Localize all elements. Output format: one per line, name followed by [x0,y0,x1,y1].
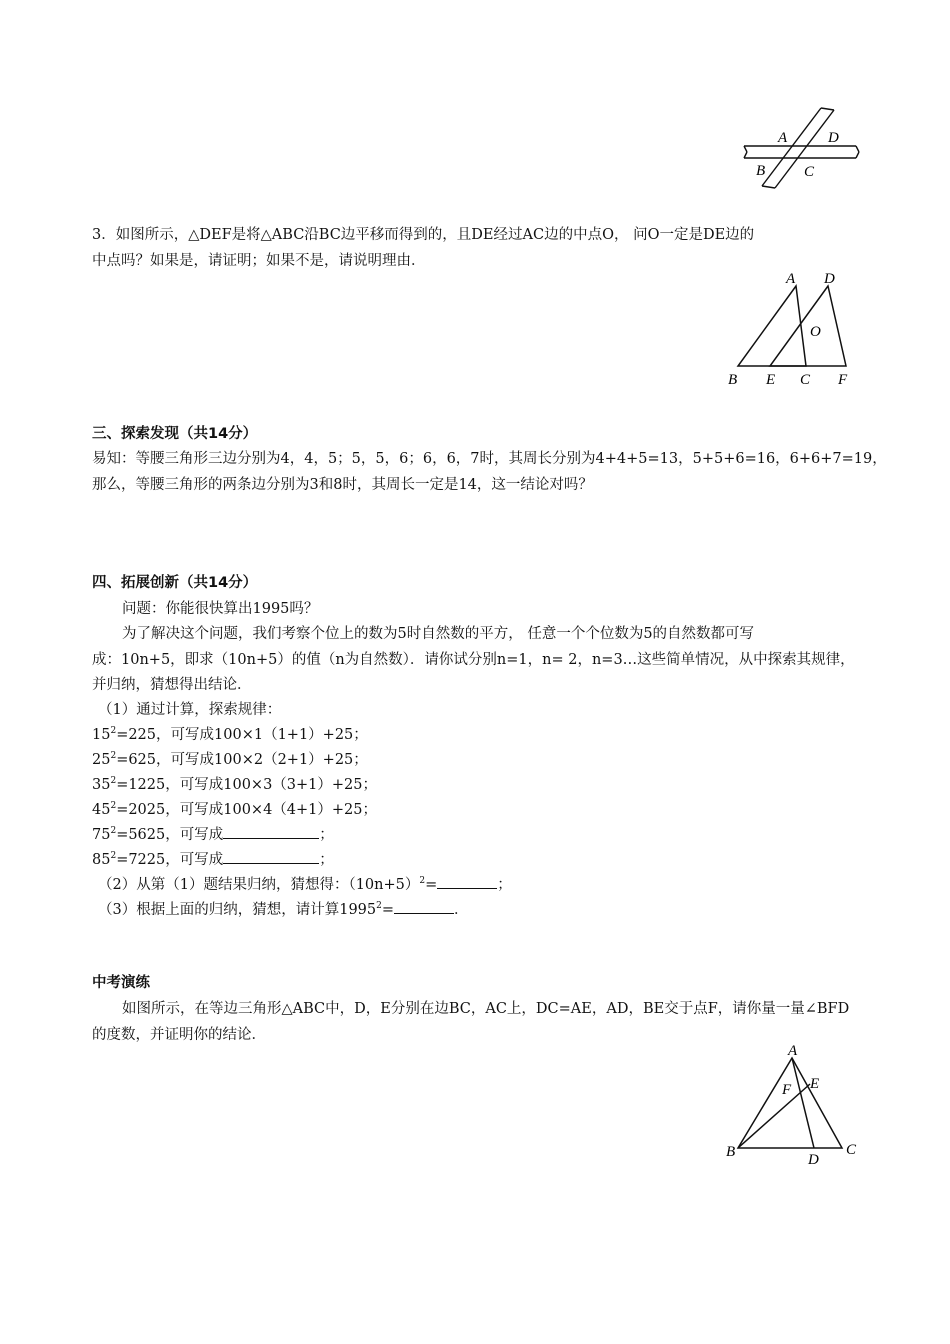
answer-blank-75[interactable] [223,822,319,839]
answer-blank-85[interactable] [223,847,319,864]
fig2-label-f: F [838,372,848,388]
fig3-label-a: A [788,1043,798,1059]
square-row-75: $75^2=5625$，可写成 ； [92,822,862,848]
fig2-label-b: B [728,372,738,388]
exam-title: 中考演练 [92,975,150,991]
fig2-label-o: O [810,324,821,340]
fig3-label-e: E [810,1076,820,1092]
section4-step3: （3）根据上面的归纳，猜想，请计算$1995^2=$ ． [98,897,868,923]
square-row-85: $85^2=7225$，可写成 ； [92,847,862,873]
q3-line2: 中点吗？如果是，请证明；如果不是，请说明理由． [92,253,426,269]
answer-blank-step2[interactable] [437,872,497,889]
fig2-label-e: E [766,372,776,388]
square-row-15: $15^2=225$，可写成100×1（1+1）+25； [92,726,368,743]
section4-title: 四、拓展创新（共14分） [92,575,258,591]
exam-line1: 如图所示，在等边三角形△ABC中，D，E分别在边BC，AC上，DC=AE，AD，BE交于点F，请你量一量∠BFD [122,1001,850,1017]
section3-line1: 易知：等腰三角形三边分别为4，4，5；5，5，6；6，6，7时，其周长分别为4+4+5=13，5+5+6=16，6+6+7=19， [92,451,887,467]
figure-equilateral-triangle [722,1040,872,1170]
fig3-label-b: B [726,1144,736,1160]
fig2-label-c: C [800,372,811,388]
section4-para-line1: 为了解决这个问题，我们考察个位上的数为5时自然数的平方， 任意一个个位数为5的自然数都可写 [122,626,755,642]
fig1-label-a: A [778,130,788,146]
figure-parallel-strips [738,100,868,190]
section4-step1: （1）通过计算，探索规律： [98,702,282,718]
figure-translated-triangles [722,266,862,390]
square-row-35: $35^2=1225$，可写成100×3（3+1）+25； [92,776,377,793]
fig3-label-d: D [808,1152,819,1168]
q3-line1: 3．如图所示，△DEF是将△ABC沿BC边平移而得到的，且DE经过AC边的中点O， 问O一定是DE边的 [92,227,755,243]
fig1-label-b: B [756,163,766,179]
section4-step2: （2）从第（1）题结果归纳，猜想得：$(10n+5)^2=$ ； [98,872,868,898]
section4-para-line3: 并归纳，猜想得出结论． [92,677,252,693]
fig3-label-f: F [782,1082,792,1098]
section4-question: 问题：你能很快算出1995吗？ [122,601,319,617]
fig3-label-c: C [846,1142,857,1158]
exam-line2: 的度数，并证明你的结论． [92,1027,266,1043]
fig2-label-d: D [824,271,835,287]
square-row-25: $25^2=625$，可写成100×2（2+1）+25； [92,751,368,768]
answer-blank-step3[interactable] [394,897,454,914]
fig2-label-a: A [786,271,796,287]
fig1-label-c: C [804,164,815,180]
section4-para-line2: 成：10n+5，即求（10n+5）的值（n为自然数）．请你试分别n=1，n= 2，n=3…这些简单情况，从中探索其规律， [92,652,855,668]
section3-line2: 那么，等腰三角形的两条边分别为3和8时，其周长一定是14，这一结论对吗？ [92,477,593,493]
section3-title: 三、探索发现（共14分） [92,426,258,442]
square-row-45: $45^2=2025$，可写成100×4（4+1）+25； [92,801,377,818]
fig1-label-d: D [828,130,839,146]
